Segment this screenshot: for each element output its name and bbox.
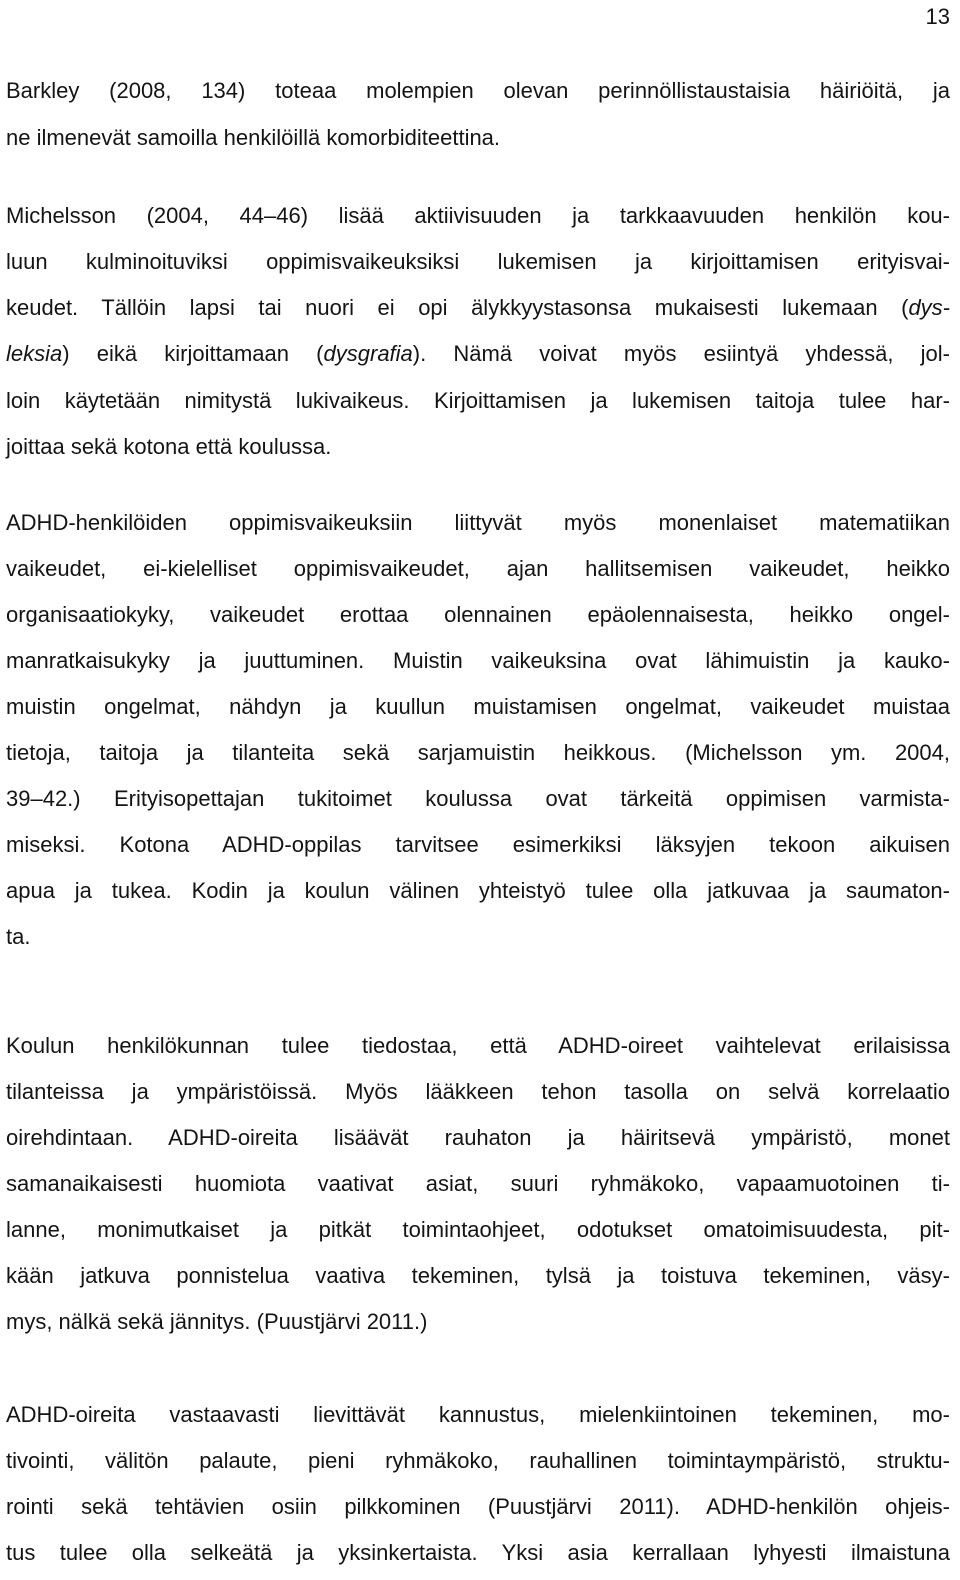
paragraph-2-line-1: Michelsson (2004, 44–46) lisää aktiivisuuden ja tarkkaavuuden henkilön kou- — [6, 203, 950, 228]
text-run: keudet. Tällöin lapsi tai nuori ei opi älykkyystasonsa mukaisesti lukemaan ( — [6, 295, 909, 320]
paragraph-3-line-4: manratkaisukyky ja juuttuminen. Muistin vaikeuksina ovat lähimuistin ja kauko- — [6, 648, 950, 673]
paragraph-4-line-2: tilanteissa ja ympäristöissä. Myös lääkkeen tehon tasolla on selvä korrelaatio — [6, 1079, 950, 1104]
paragraph-3-line-3: organisaatiokyky, vaikeudet erottaa olennainen epäolennaisesta, heikko ongel- — [6, 602, 950, 627]
page-number: 13 — [925, 4, 950, 29]
paragraph-1-line-2: ne ilmenevät samoilla henkilöillä komorbiditeettina. — [6, 125, 501, 150]
paragraph-5-line-4: tus tulee olla selkeätä ja yksinkertaista. Yksi asia kerrallaan lyhyesti ilmaistuna — [6, 1540, 950, 1565]
italic-term-dysleksia-end: leksia — [6, 341, 63, 366]
paragraph-2-line-4 — [6, 339, 950, 369]
paragraph-5-line-2: tivointi, välitön palaute, pieni ryhmäkoko, rauhallinen toimintaympäristö, struktu- — [6, 1448, 950, 1473]
text-run: ) eikä kirjoittamaan ( — [62, 341, 324, 366]
italic-term-dysleksia-start: dys- — [908, 295, 950, 320]
paragraph-2-line-6: joittaa sekä kotona että koulussa. — [6, 434, 332, 459]
paragraph-3-line-9: apua ja tukea. Kodin ja koulun välinen yhteistyö tulee olla jatkuvaa ja saumaton- — [6, 878, 950, 903]
paragraph-3-line-8: miseksi. Kotona ADHD-oppilas tarvitsee esimerkiksi läksyjen tekoon aikuisen — [6, 832, 950, 857]
paragraph-4-line-4: samanaikaisesti huomiota vaativat asiat, suuri ryhmäkoko, vapaamuotoinen ti- — [6, 1171, 950, 1196]
paragraph-3-line-1: ADHD-henkilöiden oppimisvaikeuksiin liittyvät myös monenlaiset matematiikan — [6, 510, 950, 535]
paragraph-3-line-2: vaikeudet, ei-kielelliset oppimisvaikeudet, ajan hallitsemisen vaikeudet, heikko — [6, 556, 950, 581]
paragraph-3-line-10: ta. — [6, 924, 31, 949]
paragraph-5-line-1: ADHD-oireita vastaavasti lievittävät kannustus, mielenkiintoinen tekeminen, mo- — [6, 1402, 950, 1427]
paragraph-4-line-5: lanne, monimutkaiset ja pitkät toimintaohjeet, odotukset omatoimisuudesta, pit- — [6, 1217, 950, 1242]
paragraph-4-line-3: oirehdintaan. ADHD-oireita lisäävät rauhaton ja häiritsevä ympäristö, monet — [6, 1125, 950, 1150]
paragraph-4-line-1: Koulun henkilökunnan tulee tiedostaa, että ADHD-oireet vaihtelevat erilaisissa — [6, 1033, 950, 1058]
paragraph-3-line-7: 39–42.) Erityisopettajan tukitoimet koulussa ovat tärkeitä oppimisen varmista- — [6, 786, 950, 811]
italic-term-dysgrafia: dysgrafia — [323, 341, 413, 366]
paragraph-2-line-3 — [6, 293, 950, 323]
paragraph-4-line-7: mys, nälkä sekä jännitys. (Puustjärvi 2011.) — [6, 1309, 428, 1334]
paragraph-2-line-5: loin käytetään nimitystä lukivaikeus. Kirjoittamisen ja lukemisen taitoja tulee har- — [6, 388, 950, 413]
paragraph-1-line-1: Barkley (2008, 134) toteaa molempien olevan perinnöllistaustaisia häiriöitä, ja — [6, 78, 950, 103]
paragraph-2-line-2: luun kulminoituviksi oppimisvaikeuksiksi lukemisen ja kirjoittamisen erityisvai- — [6, 249, 950, 274]
paragraph-3-line-6: tietoja, taitoja ja tilanteita sekä sarjamuistin heikkous. (Michelsson ym. 2004, — [6, 740, 950, 765]
paragraph-4-line-6: kään jatkuva ponnistelua vaativa tekeminen, tylsä ja toistuva tekeminen, väsy- — [6, 1263, 950, 1288]
text-run: ). Nämä voivat myös esiintyä yhdessä, jol- — [412, 341, 950, 366]
paragraph-5-line-3: rointi sekä tehtävien osiin pilkkominen (Puustjärvi 2011). ADHD-henkilön ohjeis- — [6, 1494, 950, 1519]
paragraph-3-line-5: muistin ongelmat, nähdyn ja kuullun muistamisen ongelmat, vaikeudet muistaa — [6, 694, 950, 719]
